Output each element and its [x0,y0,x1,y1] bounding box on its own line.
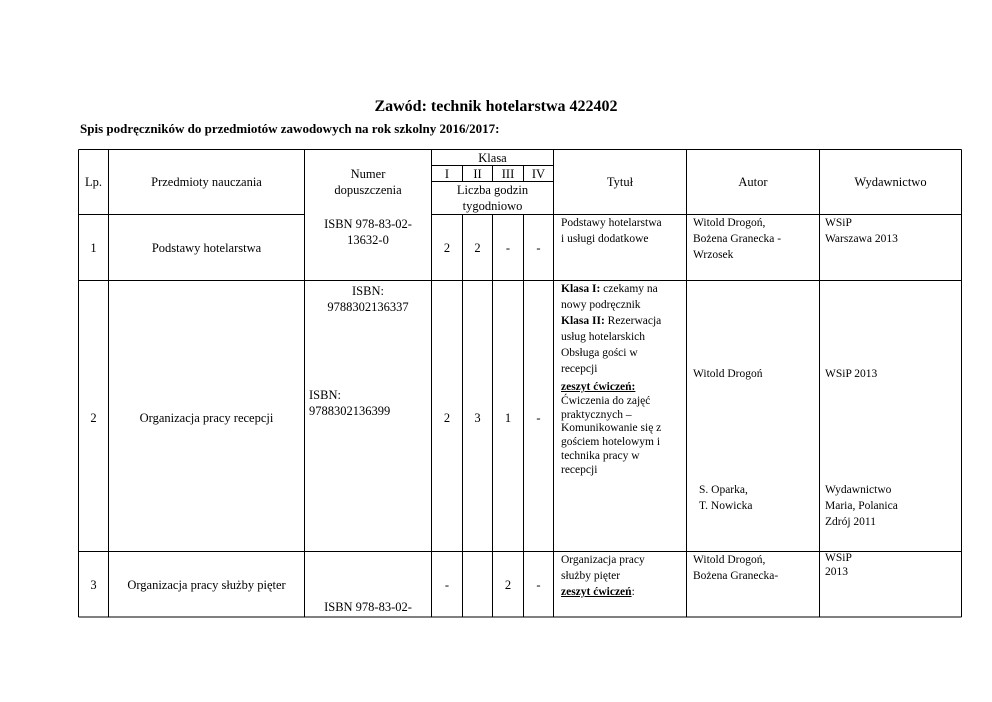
row2-title-klasa2 [561,313,685,329]
row2-author-a: Witold Drogoń [693,368,763,380]
row2-publisher-b-line1: Wydawnictwo [825,484,892,496]
row1-author-line2: Bożena Granecka - [693,233,782,246]
row2-hours-3: 1 [504,411,512,425]
row2-number-b [309,388,431,419]
row2-number-a-line1: ISBN: [352,284,384,298]
row1-title-line1: Podstawy hotelarstwa [561,217,662,229]
row3-publisher-line1: WSiP [825,552,852,564]
row3-publisher [825,552,959,580]
row2-title-klasa2-text: Rezerwacja [604,315,662,328]
row2-publisher-b-line2: Maria, Polanica [825,500,898,513]
row3-lp: 3 [90,578,97,592]
row2-author-b-line1: S. Oparka, [699,484,748,496]
row1-hours-2: 2 [474,241,481,255]
row3-author-line1: Witold Drogoń, [693,554,766,566]
row2-number-b-line1: ISBN: [309,388,341,402]
row2-title-line2: nowy podręcznik [561,299,641,312]
row3-title-workbook-colon: : [631,586,635,599]
row3-hours-4: - [536,578,541,592]
row2-number-a-line2: 9788302136337 [327,299,409,314]
header-publisher: Wydawnictwo [854,175,927,189]
row3-title-workbook-line [561,584,685,600]
row2-number-b-line2: 9788302136399 [309,403,391,418]
row2-title-bottom [561,381,685,478]
row1-author-line3: Wrzosek [693,249,734,262]
row2-publisher-b [825,482,959,530]
header-hours-line1: Liczba godzin [456,183,529,197]
header-lp: Lp. [84,175,102,189]
row2-title-line6: recepcji [561,363,598,376]
header-class-2: II [473,167,482,181]
row2-publisher-b-line3: Zdrój 2011 [825,516,876,529]
row1-hours-3: - [505,241,511,255]
row2-publisher-a: WSiP 2013 [825,368,878,380]
row2-title-line13: recepcji [561,463,598,476]
row2-author-b-line2: T. Nowicka [699,500,753,513]
row3-subject: Organizacja pracy służby pięter [127,578,286,592]
row2-subject: Organizacja pracy recepcji [139,411,274,425]
row2-title-top [561,281,685,378]
row3-hours-3: 2 [504,578,512,592]
header-klasa: Klasa [478,151,507,165]
header-hours-line2: tygodniowo [462,198,523,213]
header-title: Tytuł [606,175,634,189]
row1-publisher-line1: WSiP [825,217,852,229]
row2-lp: 2 [90,411,97,425]
row1-number-line1: ISBN 978-83-02- [324,217,412,231]
row2-title-line4: usług hotelarskich [561,331,645,344]
row1-lp: 1 [90,241,97,255]
header-author: Autor [738,175,768,189]
row2-title-workbook: zeszyt ćwiczeń: [561,381,636,393]
row1-author-line1: Witold Drogoń, [693,217,766,229]
row3-author [693,552,817,584]
row1-title [561,215,685,247]
header-class-4: IV [531,167,546,181]
row2-number-a [304,284,432,315]
header-number-line2: dopuszczenia [334,182,402,197]
row3-author-line2: Bożena Granecka- [693,570,779,583]
header-class-3: III [501,167,515,181]
row3-publisher-line2: 2013 [825,565,848,578]
row3-title-workbook: zeszyt ćwiczeń [561,586,632,599]
row3-title [561,552,685,600]
header-hours [431,183,554,214]
row2-title-line11: gościem hotelowym i [561,436,661,449]
row2-title-line10: Komunikowanie się z [561,422,662,435]
row2-hours-2: 3 [474,411,481,425]
row1-publisher-line2: Warszawa 2013 [825,233,898,246]
row1-hours-1: 2 [443,241,451,255]
header-number-line1: Numer [350,167,386,181]
row1-title-line2: i usługi dodatkowe [561,233,649,246]
row3-title-line1: Organizacja pracy [561,554,645,566]
row2-title-line12: technika pracy w [561,449,640,462]
row1-number-line2: 13632-0 [347,232,389,247]
row2-title-line5: Obsługa gości w [561,347,638,360]
row3-hours-1: - [444,578,450,592]
row1-publisher [825,215,959,247]
document-subtitle: Spis podręczników do przedmiotów zawodowych na rok szkolny 2016/2017: [80,121,500,136]
row3-number: ISBN 978-83-02- [324,600,412,614]
row2-title-klasa1-text: czekamy na [600,283,658,295]
row1-subject: Podstawy hotelarstwa [151,241,262,255]
row2-title-line8: Ćwiczenia do zajęć [561,394,651,407]
row2-title-klasa1-label: Klasa I: [561,283,601,295]
header-subject: Przedmioty nauczania [151,175,262,189]
row2-title-klasa2-label: Klasa II: [561,315,605,328]
document-title: Zawód: technik hotelarstwa 422402 [374,98,618,115]
row2-hours-1: 2 [443,411,451,425]
row1-hours-4: - [536,241,541,255]
row1-number [304,217,432,248]
row3-title-line2: służby pięter [561,570,621,583]
header-class-1: I [444,167,450,181]
row1-author [693,215,817,263]
row2-author-b [699,482,817,514]
header-number [304,167,432,198]
row2-title-klasa1 [561,281,685,297]
row2-hours-4: - [536,411,541,425]
row2-title-line9: praktycznych – [561,408,632,421]
